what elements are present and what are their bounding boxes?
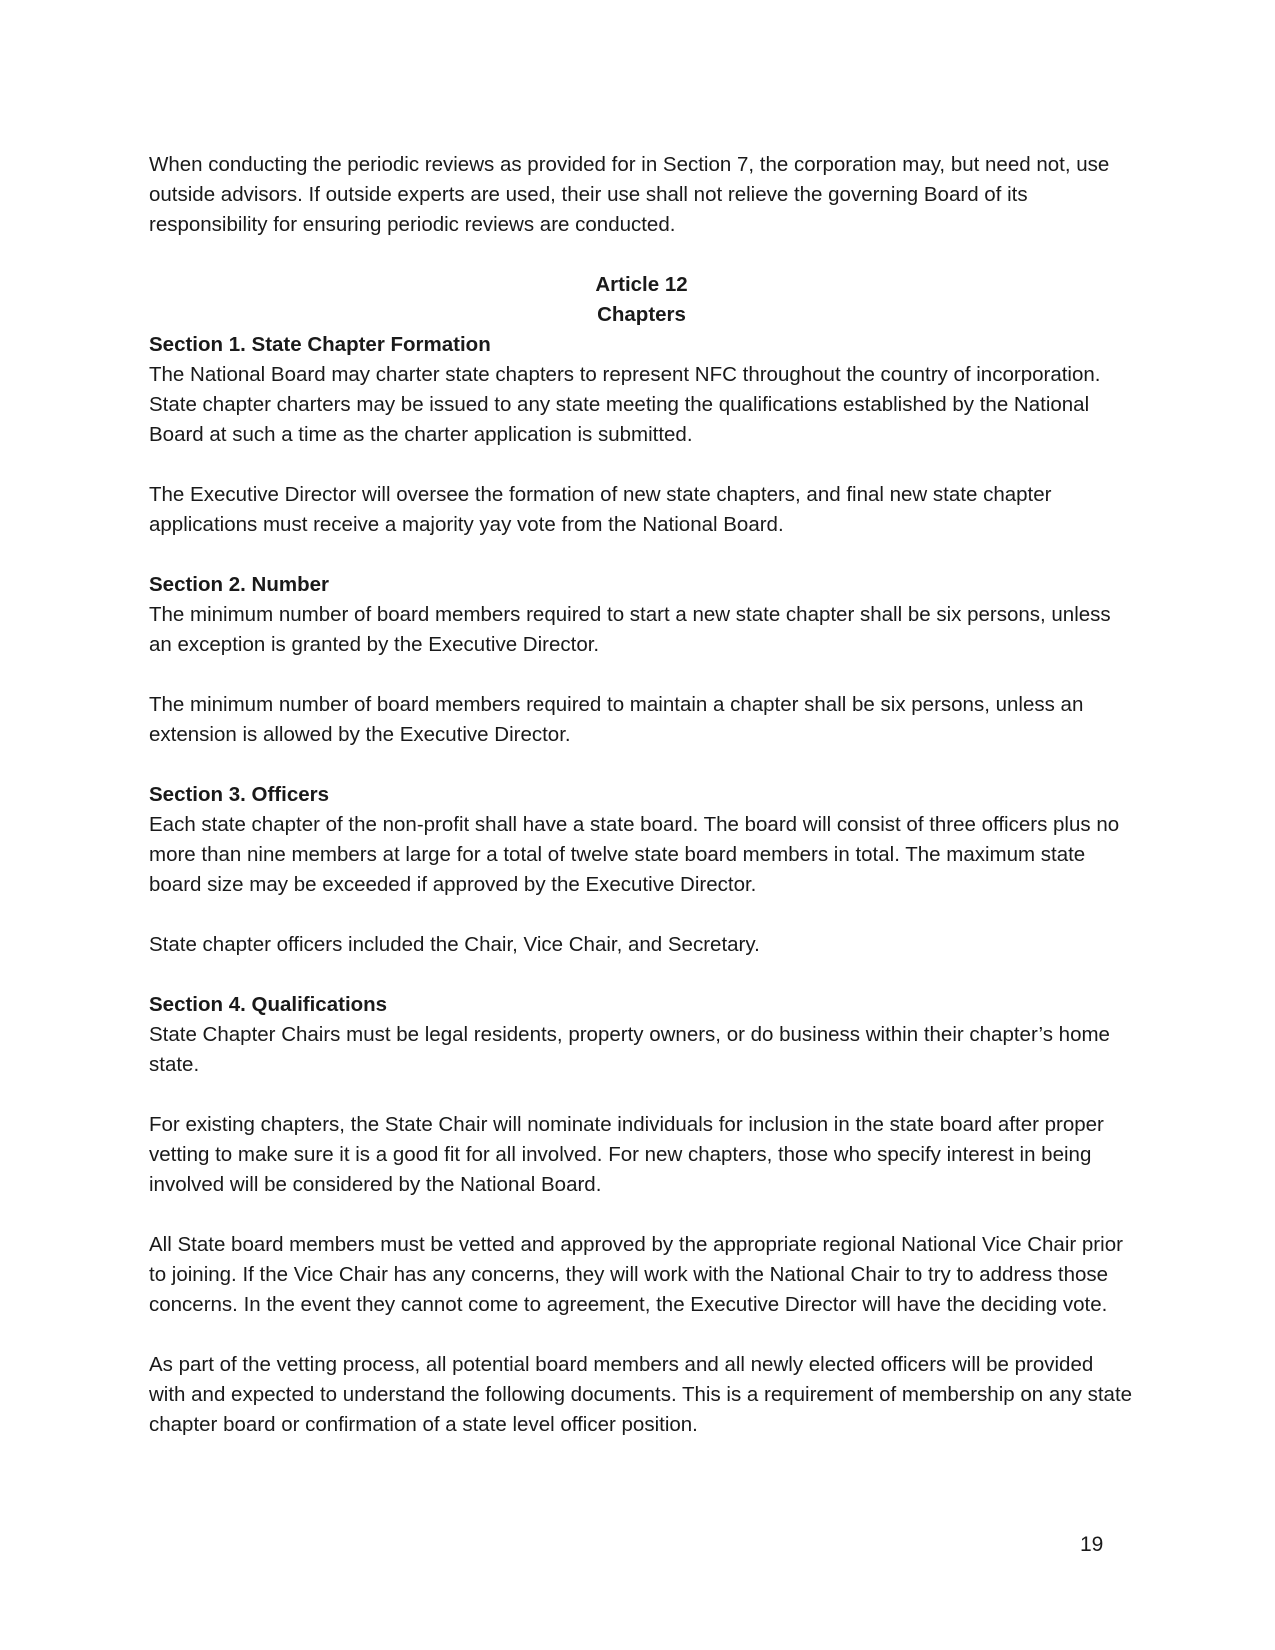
section-paragraph: The Executive Director will oversee the formation of new state chapters, and final new state chapter applications must receive a majority yay vote from the National Board. xyxy=(149,483,1052,536)
section-paragraph: State Chapter Chairs must be legal residents, property owners, or do business within their chapter’s home state. xyxy=(149,1023,1110,1076)
section-paragraph: The National Board may charter state chapters to represent NFC throughout the country of incorporation. State chapter charters may be issued to any state meeting the qualifications established by the National Board at such a time as the charter application is submitted. xyxy=(149,363,1101,446)
article-title: Chapters xyxy=(597,303,686,326)
page-content xyxy=(149,150,1134,1440)
section-heading: Section 3. Officers xyxy=(149,783,330,806)
section-paragraph: For existing chapters, the State Chair will nominate individuals for inclusion in the state board after proper vetting to make sure it is a good fit for all involved. For new chapters, those who specify interest in being involved will be considered by the National Board. xyxy=(149,1113,1104,1196)
section-heading: Section 2. Number xyxy=(149,573,329,596)
section-paragraph: The minimum number of board members required to maintain a chapter shall be six persons, unless an extension is allowed by the Executive Director. xyxy=(149,693,1084,746)
section-paragraph: All State board members must be vetted and approved by the appropriate regional National Vice Chair prior to joining. If the Vice Chair has any concerns, they will work with the National Chair to try to address those concerns. In the event they cannot come to agreement, the Executive Director will have the deciding vote. xyxy=(149,1233,1123,1316)
section-paragraph: As part of the vetting process, all potential board members and all newly elected officers will be provided with and expected to understand the following documents. This is a requirement of membership on any state chapter board or confirmation of a state level officer position. xyxy=(149,1353,1133,1436)
article-number: Article 12 xyxy=(595,273,688,296)
section-heading: Section 4. Qualifications xyxy=(149,993,388,1016)
intro-paragraph: When conducting the periodic reviews as provided for in Section 7, the corporation may, but need not, use outside advisors. If outside experts are used, their use shall not relieve the governing Board of its responsibility for ensuring periodic reviews are conducted. xyxy=(149,153,1110,236)
section-heading: Section 1. State Chapter Formation xyxy=(149,333,491,356)
section-paragraph: Each state chapter of the non-profit shall have a state board. The board will consist of three officers plus no more than nine members at large for a total of twelve state board members in total. The maximum state board size may be exceeded if approved by the Executive Director. xyxy=(149,813,1120,896)
section-paragraph: State chapter officers included the Chair, Vice Chair, and Secretary. xyxy=(149,933,760,956)
section-paragraph: The minimum number of board members required to start a new state chapter shall be six persons, unless an exception is granted by the Executive Director. xyxy=(149,603,1111,656)
page-number: 19 xyxy=(1080,1533,1104,1556)
